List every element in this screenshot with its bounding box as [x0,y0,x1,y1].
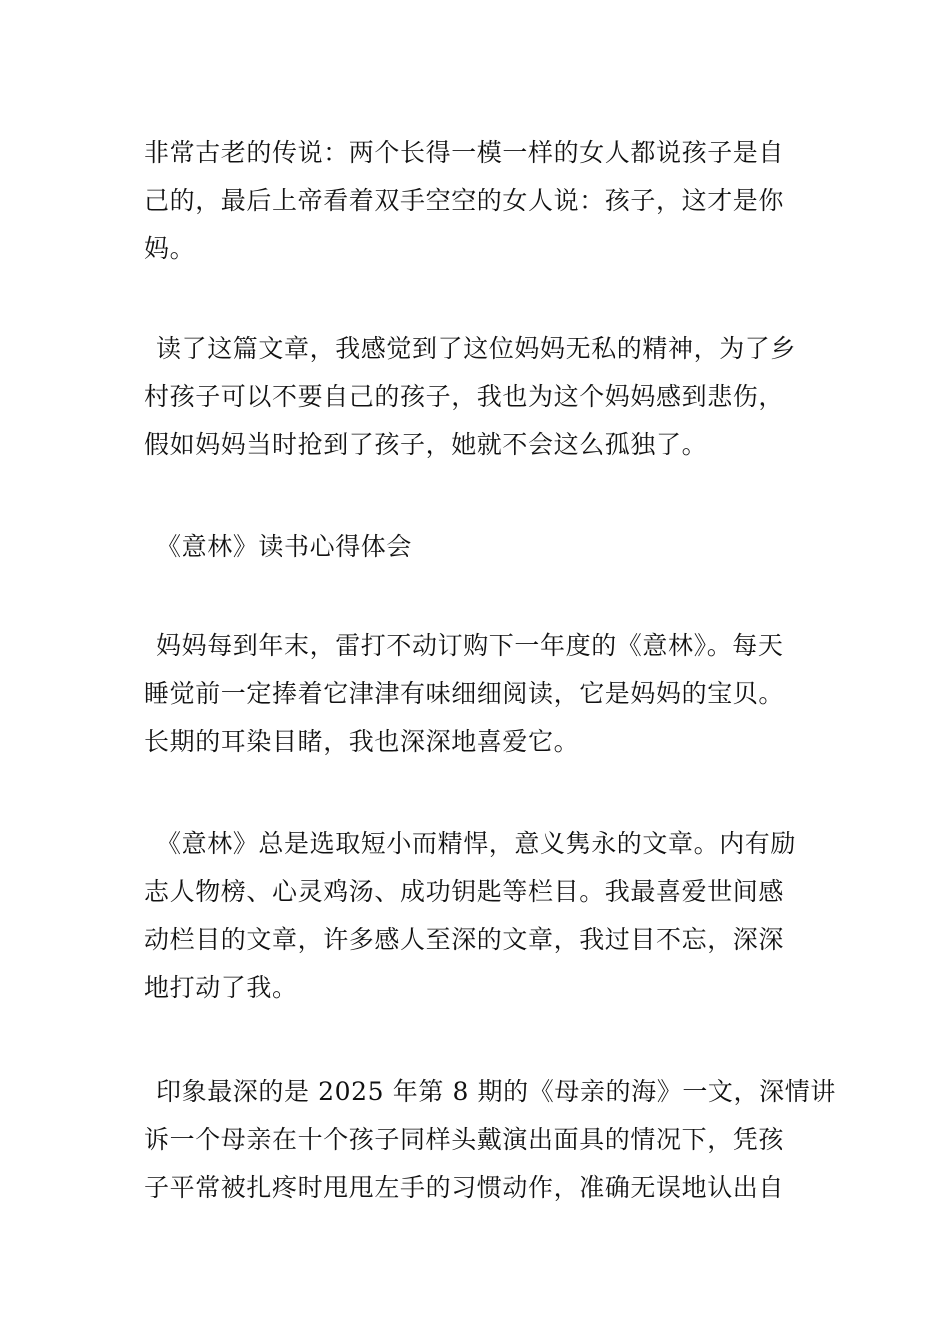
text-line: 子平常被扎疼时甩甩左手的习惯动作，准确无误地认出自 [144,1173,785,1202]
text-line: 志人物榜、心灵鸡汤、成功钥匙等栏目。我最喜爱世间感 [144,877,785,906]
text-line: 非常古老的传说：两个长得一模一样的女人都说孩子是自 [144,138,785,167]
text-line: 妈。 [144,234,196,263]
section-heading [144,523,808,571]
text-line: 地打动了我。 [144,973,298,1002]
text-line: 动栏目的文章，许多感人至深的文章，我过目不忘，深深 [144,925,785,954]
text-line: 长期的耳染目睹，我也深深地喜爱它。 [144,727,580,756]
paragraph-mothers-sea [144,1068,836,1212]
paragraph-mother-reading [144,622,808,766]
text-line: 《意林》总是选取短小而精悍，意义隽永的文章。内有励 [156,829,797,858]
text-line: 己的，最后上帝看着双手空空的女人说：孩子，这才是你 [144,186,785,215]
text-line: 读了这篇文章，我感觉到了这位妈妈无私的精神，为了乡 [156,334,797,363]
text-line: 诉一个母亲在十个孩子同样头戴演出面具的情况下，凭孩 [144,1125,785,1154]
heading-text: 《意林》读书心得体会 [156,532,413,561]
text-line: 假如妈妈当时抢到了孩子，她就不会这么孤独了。 [144,430,708,459]
paragraph-magazine-columns [144,820,808,1012]
text-line: 印象最深的是 2025 年第 8 期的《母亲的海》一文，深情讲 [156,1077,836,1106]
paragraph-reflection [144,325,808,469]
paragraph-legend-ending [144,129,808,273]
text-line: 妈妈每到年末，雷打不动订购下一年度的《意林》。每天 [156,631,784,660]
text-line: 睡觉前一定捧着它津津有味细细阅读，它是妈妈的宝贝。 [144,679,785,708]
text-line: 村孩子可以不要自己的孩子，我也为这个妈妈感到悲伤， [144,382,785,411]
